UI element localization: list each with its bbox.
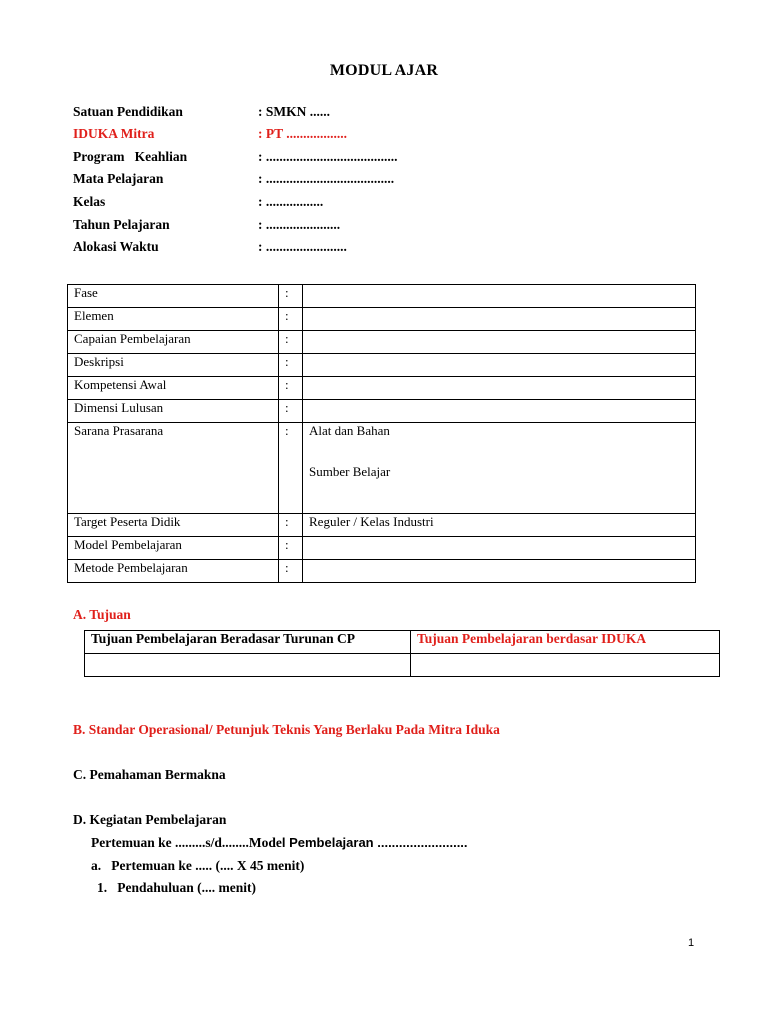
row-value-target[interactable]: Reguler / Kelas Industri <box>303 514 696 537</box>
row-label-metode: Metode Pembelajaran <box>68 560 279 583</box>
table-row <box>85 654 720 677</box>
meta-label-tahun: Tahun Pelajaran <box>73 217 170 232</box>
row-label-fase: Fase <box>68 285 279 308</box>
row-value-sarana[interactable] <box>303 423 696 514</box>
row-colon: : <box>279 423 303 514</box>
section-b-heading: B. Standar Operasional/ Petunjuk Teknis Yang Berlaku Pada Mitra Iduka <box>73 722 500 737</box>
meta-label-iduka: IDUKA Mitra <box>73 126 155 141</box>
row-value-metode[interactable] <box>303 560 696 583</box>
row-colon: : <box>279 400 303 423</box>
table-row <box>68 377 696 400</box>
meta-value-alokasi: : ........................ <box>258 239 347 254</box>
meta-label-mapel: Mata Pelajaran <box>73 171 164 186</box>
row-colon: : <box>279 308 303 331</box>
table-row <box>68 308 696 331</box>
table-row <box>68 537 696 560</box>
table-row <box>85 631 720 654</box>
table-row <box>68 354 696 377</box>
item-a-pertemuan: a. Pertemuan ke ..... (.... X 45 menit) <box>91 858 305 873</box>
row-label-kompetensi: Kompetensi Awal <box>68 377 279 400</box>
row-label-target: Target Peserta Didik <box>68 514 279 537</box>
table-row <box>68 285 696 308</box>
row-label-dimensi: Dimensi Lulusan <box>68 400 279 423</box>
sarana-alat-bahan: Alat dan Bahan <box>309 423 390 438</box>
meta-label-alokasi: Alokasi Waktu <box>73 239 159 254</box>
section-a-heading: A. Tujuan <box>73 607 131 622</box>
meta-value-iduka: : PT .................. <box>258 126 348 141</box>
tujuan-table <box>84 630 720 677</box>
table-row <box>68 514 696 537</box>
meta-label-kelas: Kelas <box>73 194 106 209</box>
table-row <box>68 331 696 354</box>
row-value-capaian[interactable] <box>303 331 696 354</box>
row-value-kompetensi[interactable] <box>303 377 696 400</box>
row-label-sarana: Sarana Prasarana <box>68 423 279 514</box>
row-colon: : <box>279 331 303 354</box>
meeting-line-prefix: Pertemuan ke .........s/d........Mode <box>91 835 282 850</box>
tujuan-iduka-cell[interactable] <box>411 654 720 677</box>
tujuan-cp-header: Tujuan Pembelajaran Beradasar Turunan CP <box>85 631 411 654</box>
row-value-model[interactable] <box>303 537 696 560</box>
meeting-line <box>91 835 468 851</box>
section-c-heading: C. Pemahaman Bermakna <box>73 767 226 782</box>
info-table <box>67 284 696 583</box>
row-label-capaian: Capaian Pembelajaran <box>68 331 279 354</box>
meta-label-program: Program Keahlian <box>73 149 188 164</box>
row-label-elemen: Elemen <box>68 308 279 331</box>
row-colon: : <box>279 354 303 377</box>
item-1-pendahuluan: 1. Pendahuluan (.... menit) <box>97 880 257 895</box>
sarana-sumber-belajar: Sumber Belajar <box>309 464 391 479</box>
row-colon: : <box>279 377 303 400</box>
meta-value-satuan: : SMKN ...... <box>258 104 330 119</box>
row-colon: : <box>279 285 303 308</box>
row-colon: : <box>279 560 303 583</box>
row-colon: : <box>279 514 303 537</box>
meta-value-mapel: : ...................................... <box>258 171 395 186</box>
tujuan-cp-cell[interactable] <box>85 654 411 677</box>
document-title: MODUL AJAR <box>329 62 439 79</box>
table-row <box>68 400 696 423</box>
row-label-deskripsi: Deskripsi <box>68 354 279 377</box>
meta-value-tahun: : ...................... <box>258 217 341 232</box>
row-label-model: Model Pembelajaran <box>68 537 279 560</box>
row-value-deskripsi[interactable] <box>303 354 696 377</box>
meeting-line-suffix: l Pembelajaran ......................... <box>281 835 468 850</box>
row-value-fase[interactable] <box>303 285 696 308</box>
meta-value-kelas: : ................. <box>258 194 324 209</box>
tujuan-iduka-header: Tujuan Pembelajaran berdasar IDUKA <box>411 631 720 654</box>
table-row <box>68 423 696 514</box>
row-value-elemen[interactable] <box>303 308 696 331</box>
table-row <box>68 560 696 583</box>
meta-label-satuan: Satuan Pendidikan <box>73 104 183 119</box>
section-d-heading: D. Kegiatan Pembelajaran <box>73 812 227 827</box>
page-number: 1 <box>688 937 695 949</box>
meta-value-program: : ....................................... <box>258 149 398 164</box>
row-value-dimensi[interactable] <box>303 400 696 423</box>
row-colon: : <box>279 537 303 560</box>
